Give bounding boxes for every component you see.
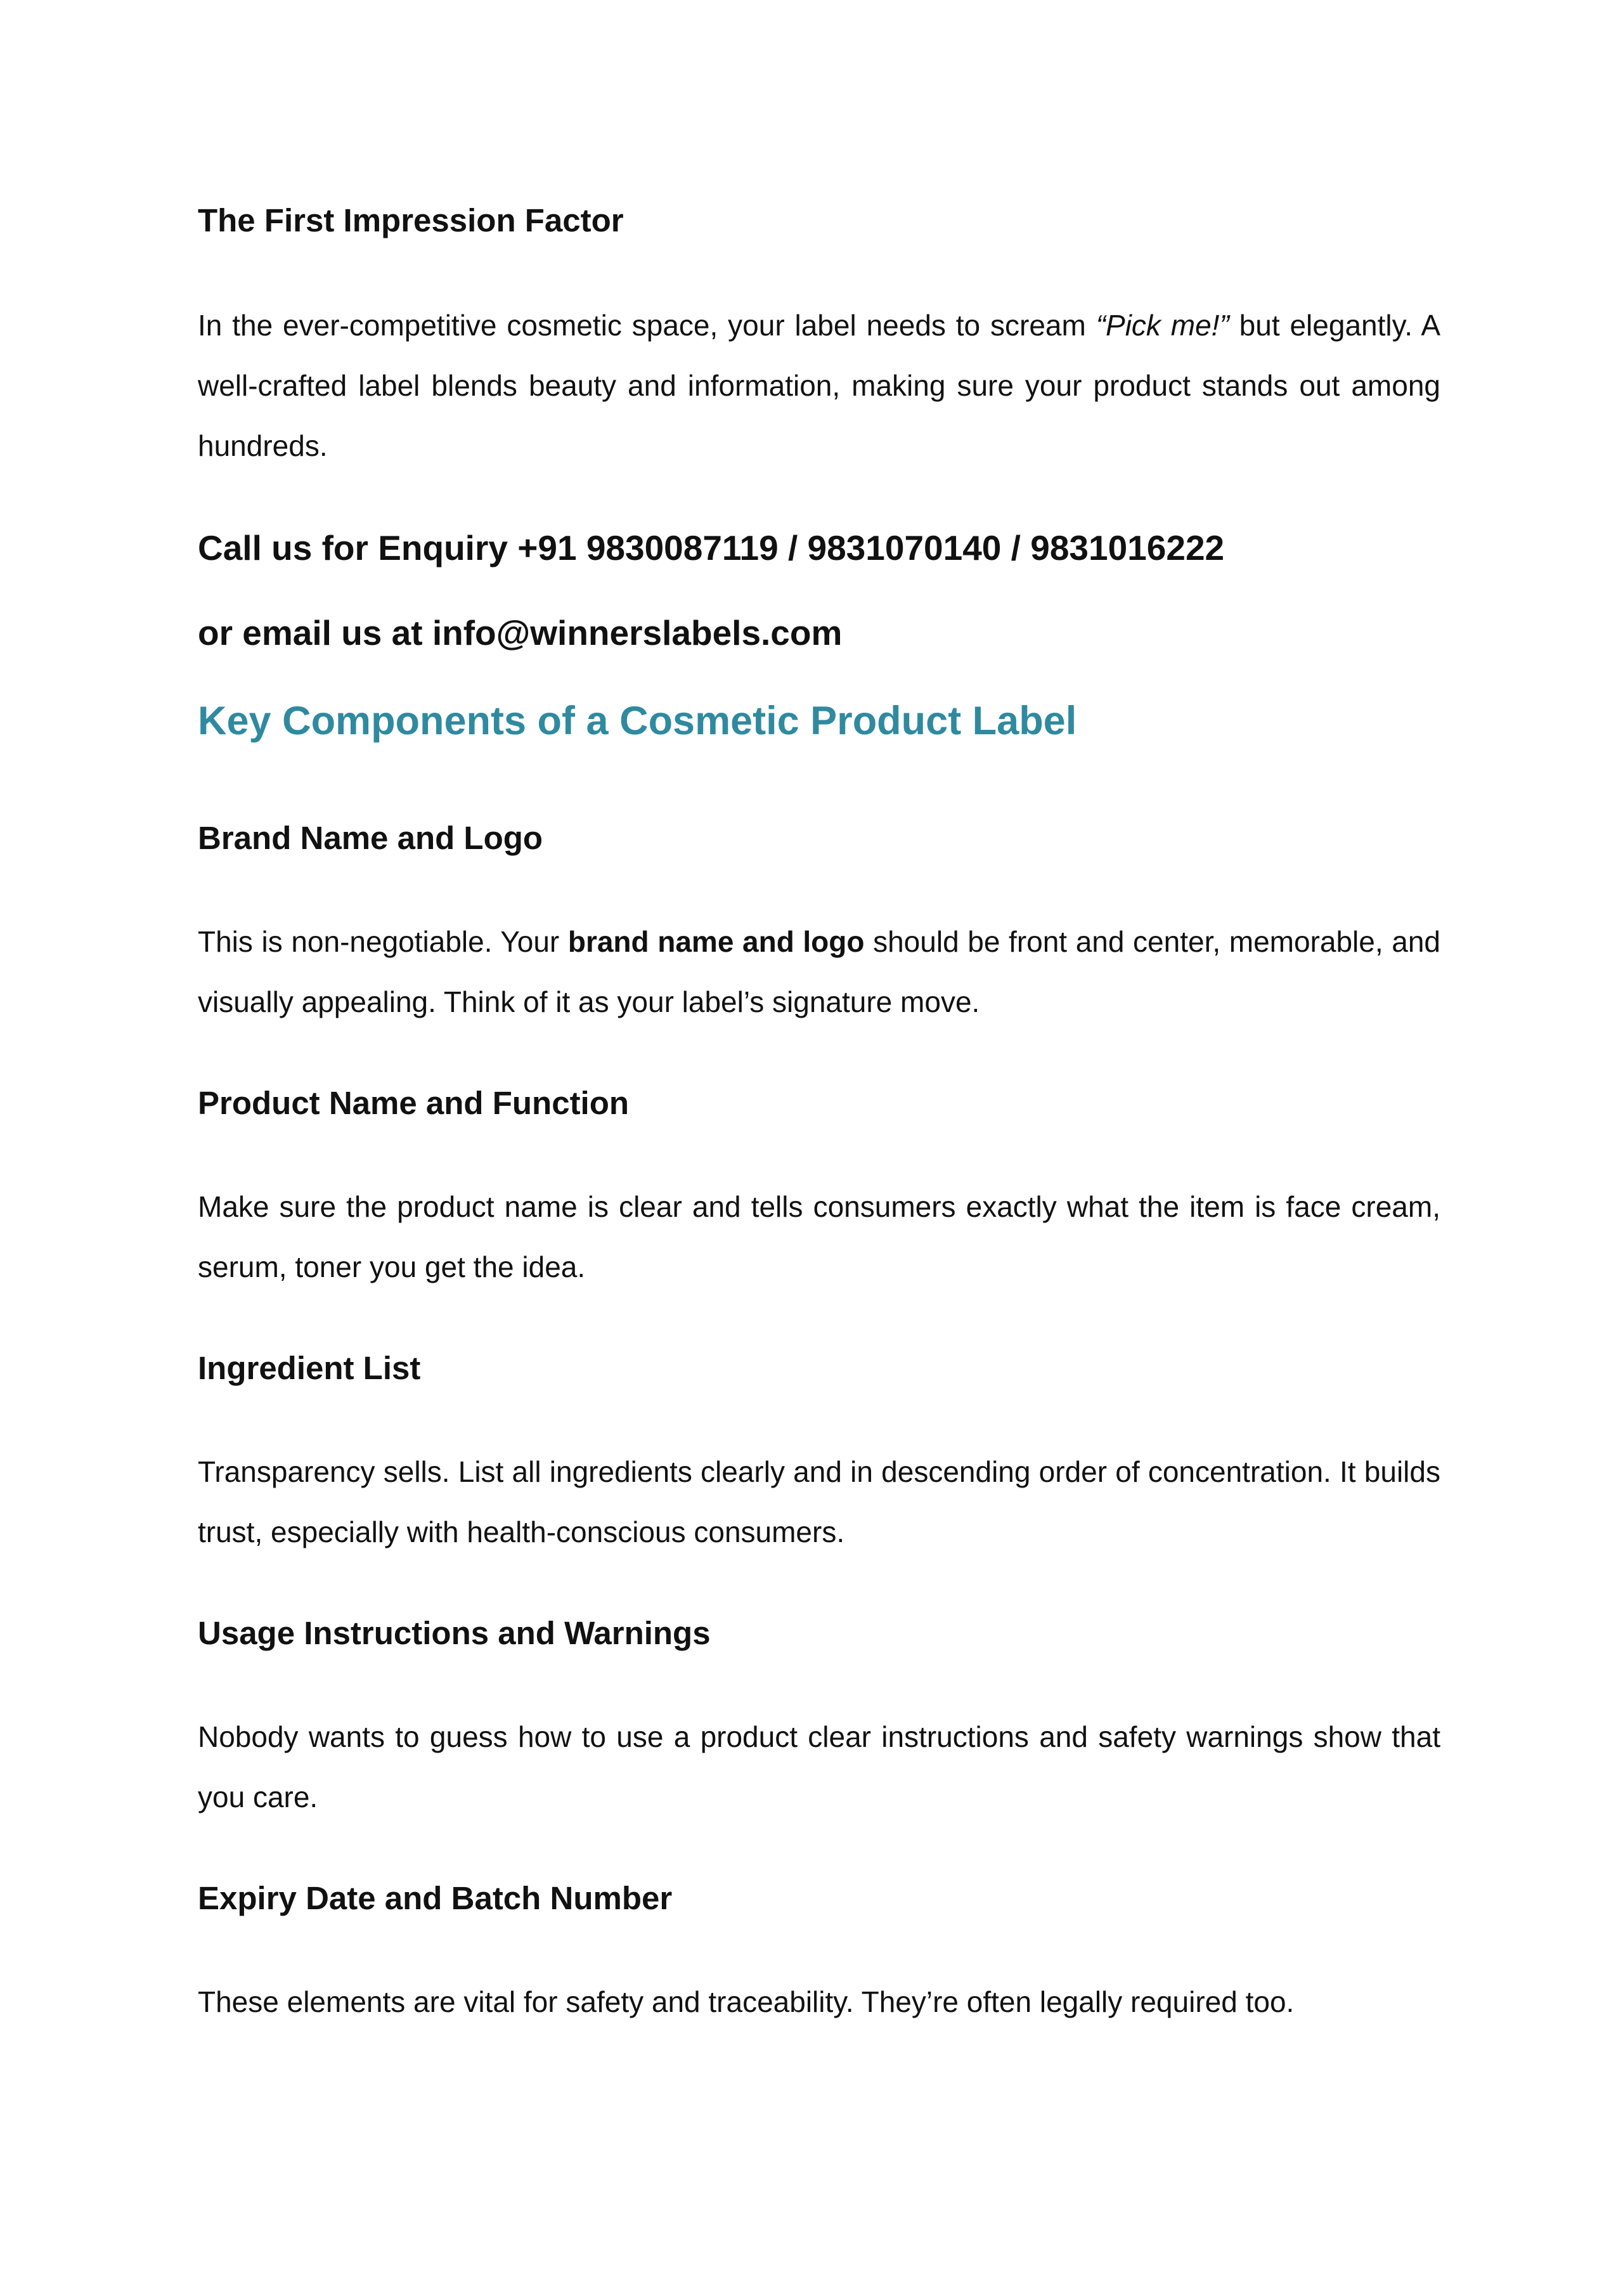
heading-usage-instructions: Usage Instructions and Warnings <box>198 1615 711 1651</box>
heading-brand-name-logo: Brand Name and Logo <box>198 820 543 856</box>
emphasis-pick-me: “Pick me!” <box>1096 309 1229 342</box>
paragraph-first-impression: In the ever-competitive cosmetic space, your label needs to scream “Pick me!” but elegantly. A well-crafted label blends beauty and information, making sure your product stands out among hundreds. <box>198 309 1440 462</box>
paragraph-usage-instructions: Nobody wants to guess how to use a product clear instructions and safety warnings show that you care. <box>198 1720 1440 1813</box>
heading-ingredient-list: Ingredient List <box>198 1350 421 1386</box>
bold-brand-name-logo: brand name and logo <box>567 925 865 958</box>
heading-first-impression: The First Impression Factor <box>198 202 624 238</box>
contact-phone-line: Call us for Enquiry +91 9830087119 / 9831070140 / 9831016222 <box>198 528 1225 568</box>
paragraph-product-name-function: Make sure the product name is clear and tells consumers exactly what the item is face cream, serum, toner you get the idea. <box>198 1190 1440 1283</box>
contact-email-line: or email us at info@winnerslabels.com <box>198 613 843 652</box>
heading-product-name-function: Product Name and Function <box>198 1085 630 1121</box>
heading-expiry-batch: Expiry Date and Batch Number <box>198 1880 673 1916</box>
paragraph-brand-name-logo: This is non-negotiable. Your brand name and logo should be front and center, memorable, and visually appealing. Think of it as your label’s signature move. <box>198 925 1440 1018</box>
paragraph-ingredient-list: Transparency sells. List all ingredients clearly and in descending order of concentration. It builds trust, especially with health-conscious consumers. <box>198 1455 1440 1548</box>
paragraph-expiry-batch: These elements are vital for safety and traceability. They’re often legally required too. <box>198 1985 1295 2018</box>
heading-key-components: Key Components of a Cosmetic Product Label <box>198 699 1077 743</box>
